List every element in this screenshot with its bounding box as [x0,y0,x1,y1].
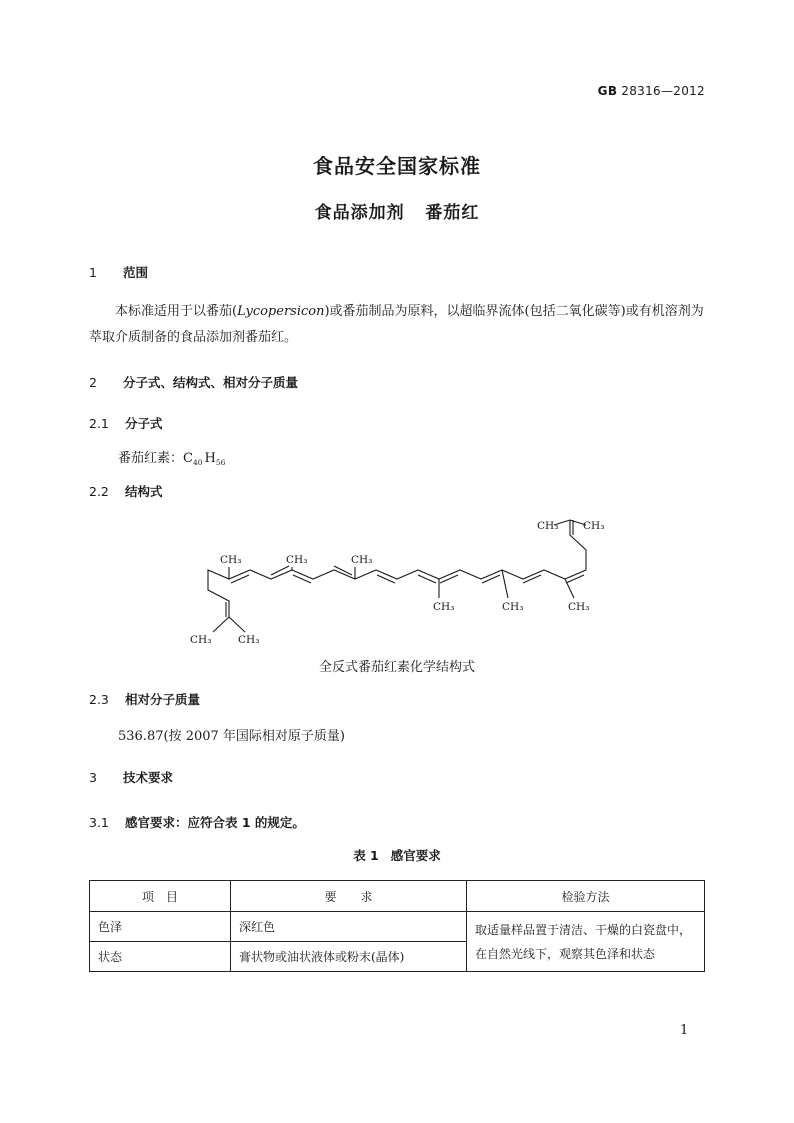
cell-item: 状态 [90,942,231,972]
page-number: 1 [680,1023,689,1038]
section-number: 2 [89,375,97,390]
double-bonds [226,520,584,617]
section-title: 结构式 [125,484,163,499]
methyl-label: CH₃ [190,634,212,646]
section-number: 2.3 [89,692,109,707]
column-header-requirement: 要 求 [231,881,467,912]
section-number: 3 [89,770,97,785]
section-number: 1 [89,265,97,280]
scope-latin-name: Lycopersicon [237,304,325,319]
column-header-item: 项 目 [90,881,231,912]
methyl-label: CH₃ [537,520,559,532]
methyl-label: CH₃ [568,601,590,613]
standard-prefix: GB [597,84,618,98]
methyl-label: CH₃ [220,554,242,566]
table-row [90,912,705,942]
methyl-labels [190,520,604,646]
section-title: 分子式 [125,416,163,431]
cell-requirement: 深红色 [231,912,467,942]
section-3-1-heading [89,813,305,831]
table-1-caption: 表 1 感官要求 [353,848,441,863]
section-title: 技术要求 [123,770,174,785]
methyl-label: CH₃ [286,554,308,566]
section-number: 2.2 [89,484,109,499]
section-number: 3.1 [89,815,109,830]
scope-text-b: )或番茄制品为原料，以超临界流体(包括二氧化碳等)或有机溶剂为萃取介质制备的食品添加剂番茄红。 [89,304,704,345]
sensory-requirements-table [89,880,705,972]
document-title: 食品安全国家标准 [313,154,481,178]
scope-text-a: 本标准适用于以番茄( [115,304,238,319]
structure-caption: 全反式番茄红素化学结构式 [318,660,475,675]
section-3-heading [89,768,173,786]
section-title: 分子式、结构式、相对分子质量 [123,375,299,390]
column-header-method: 检验方法 [467,881,705,912]
methyl-label: CH₃ [238,634,260,646]
section-number: 2.1 [89,416,109,431]
table-header-row [90,881,705,912]
section-2-3-heading [89,690,200,708]
section-title: 感官要求：应符合表 1 的规定。 [125,815,305,830]
cell-requirement: 膏状物或油状液体或粉末(晶体) [231,942,467,972]
standard-code: 28316—2012 [621,84,705,98]
methyl-label: CH₃ [433,601,455,613]
cell-item: 色泽 [90,912,231,942]
methyl-label: CH₃ [351,554,373,566]
section-title: 范围 [123,265,149,280]
cell-method: 取适量样品置于清洁、干燥的白瓷盘中，在自然光线下，观察其色泽和状态 [467,912,705,972]
molecular-mass: 536.87(按 2007 年国际相对原子质量) [118,729,345,744]
document-subtitle: 食品添加剂 番茄红 [314,203,480,223]
section-title: 相对分子质量 [125,692,201,707]
carbon-chain-bonds [208,520,586,632]
methyl-label: CH₃ [583,520,605,532]
methyl-label: CH₃ [502,601,524,613]
molecular-formula: 番茄红素：$C_{40}$ $H_{56}$ [118,451,226,467]
